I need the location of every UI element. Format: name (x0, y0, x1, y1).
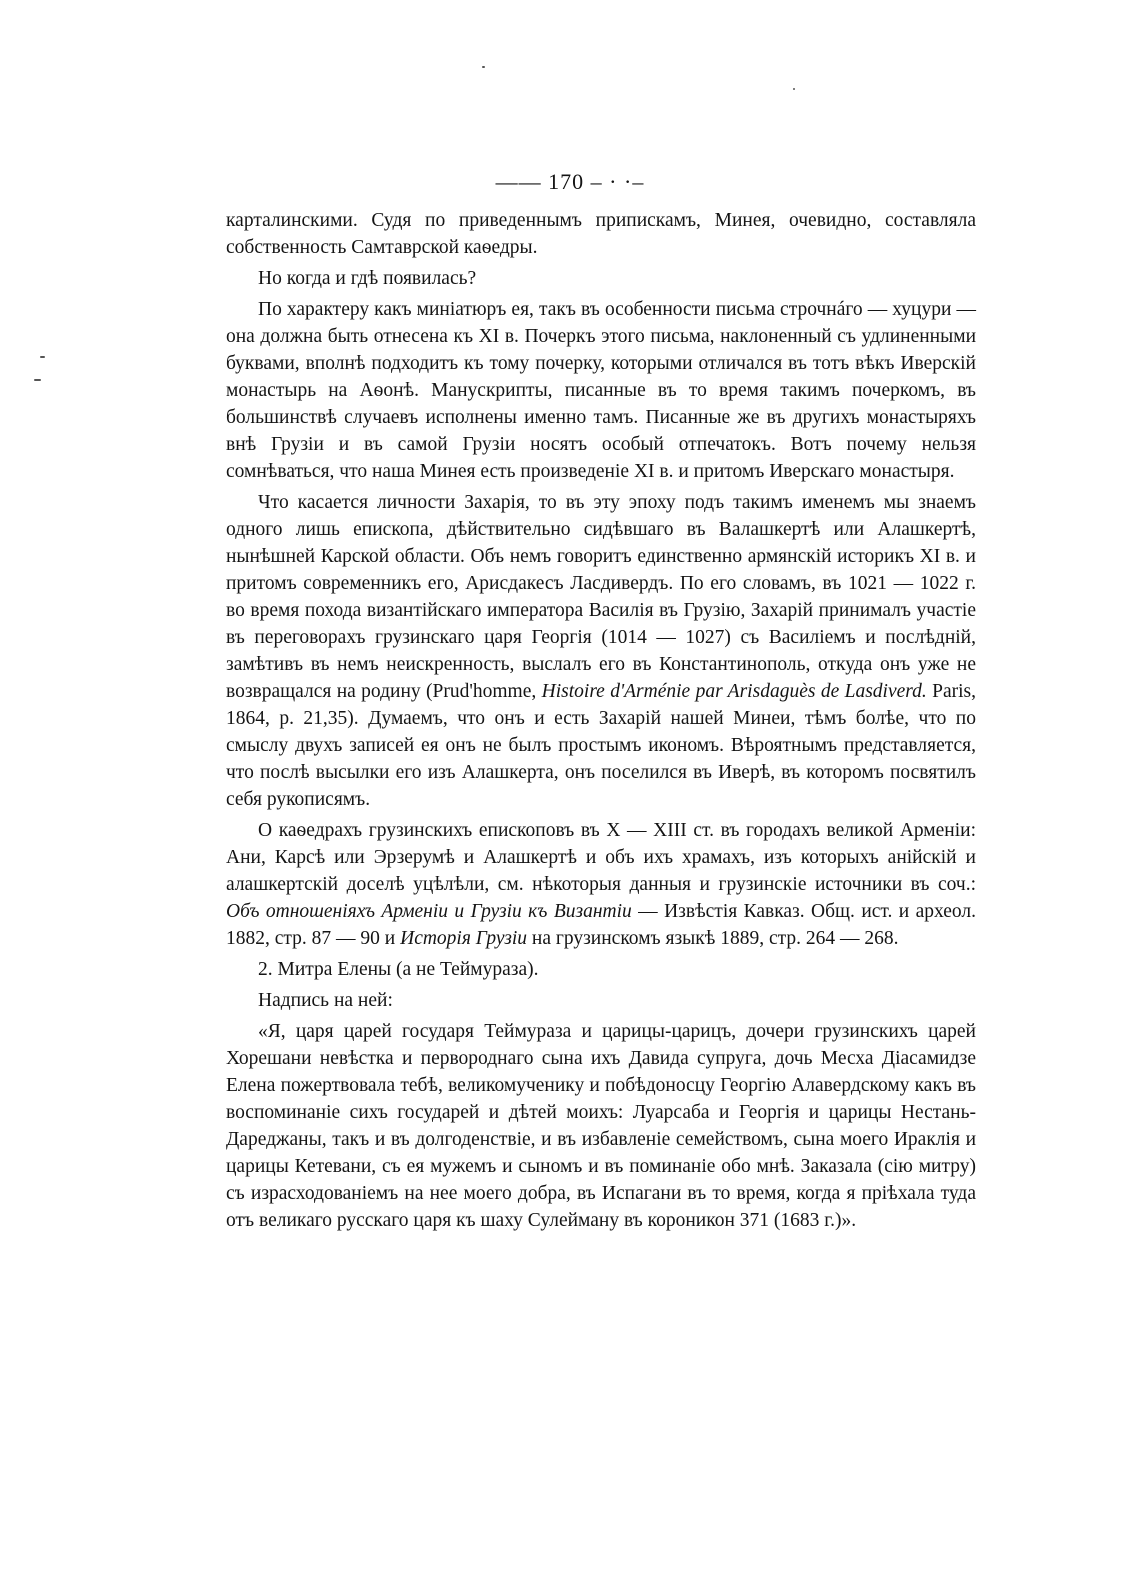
paragraph: карталинскими. Судя по приведеннымъ припискамъ, Минея, очевидно, составляла собственность Самтаврской каѳедры. (226, 210, 976, 258)
scan-speck (40, 356, 45, 358)
page-number: —— 170 – · ·– (495, 169, 645, 194)
cited-title: Histoire d'Arménie par Arisdaguès de Lasdiverd. (541, 681, 927, 702)
paragraph-text: О каѳедрахъ грузинскихъ епископовъ въ X — XIII ст. въ городахъ великой Арменіи: Ани, Карсѣ или Эрзерумѣ и Алашкертѣ и объ ихъ храмахъ, изъ которыхъ анійскій и алашкертскій доселѣ уцѣлѣли, см. нѣкоторыя данныя и грузинскіе источники въ соч.: (226, 820, 976, 895)
scan-speck (34, 379, 41, 381)
paragraph: Надпись на ней: (258, 990, 393, 1011)
paragraph: «Я, царя царей государя Теймураза и царицы-царицъ, дочери грузинскихъ царей Хорешани невѣстка и первороднаго сына ихъ Давида супруга, дочь Месха Діасамидзе Елена пожертвовала тебѣ, великомученику и побѣдоносцу Георгію Алавердскому какъ въ воспоминаніе сихъ государей и дѣтей моихъ: Луарсаба и Георгія и царицы Нестань-Дареджаны, такъ и въ долгоденствіе, и въ избавленіе семействомъ, сына моего Ираклія и царицы Кетевани, съ ея мужемъ и сыномъ и въ поминаніе обо мнѣ. Заказала (сію митру) съ израсходованіемъ на нее моего добра, въ Испагани въ то время, когда я пріѣхала туда отъ великаго русскаго царя къ шаху Сулейману въ короникон 371 (1683 г.)». (226, 1021, 976, 1231)
paragraph: 2. Митра Елены (а не Теймураза). (258, 959, 539, 980)
paragraph-text: — Извѣстія Кавказ. Общ. ист. и археол. 1882, стр. 87 — 90 и (226, 901, 976, 949)
cited-title: Объ отношеніяхъ Арменіи и Грузіи къ Византіи (226, 901, 632, 922)
scan-speck (482, 66, 485, 68)
paragraph (226, 489, 976, 813)
paragraph-text: Paris, 1864, p. 21,35). Думаемъ, что онъ и есть Захарій нашей Минеи, тѣмъ болѣе, что по смыслу двухъ записей ея онъ не былъ простымъ икономъ. Вѣроятнымъ представляется, что послѣ высылки его изъ Алашкерта, онъ поселился въ Иверѣ, въ которомъ посвятилъ себя рукописямъ. (226, 681, 977, 810)
scan-speck (793, 88, 795, 90)
paragraph-text: на грузинскомъ языкѣ 1889, стр. 264 — 268. (527, 928, 899, 949)
paragraph: По характеру какъ миніатюръ ея, такъ въ особенности письма строчнáго — хуцури — она должна быть отнесена къ XI в. Почеркъ этого письма, наклоненный съ удлиненными буквами, вполнѣ подходитъ къ тому почерку, которыми отличался въ тотъ вѣкъ Иверскій монастырь на Аѳонѣ. Манускрипты, писанные въ то время такимъ почеркомъ, въ большинствѣ случаевъ исполнены именно тамъ. Писанные же въ другихъ монастыряхъ внѣ Грузіи и въ самой Грузіи носятъ особый отпечатокъ. Вотъ почему нельзя сомнѣваться, что наша Минея есть произведеніе XI в. и притомъ Иверскаго монастыря. (226, 299, 976, 482)
main-text (226, 207, 976, 1238)
cited-title: Исторія Грузіи (400, 928, 528, 949)
paragraph: Но когда и гдѣ появилась? (258, 268, 477, 289)
paragraph-text: Что касается личности Захарія, то въ эту эпоху подъ такимъ именемъ мы знаемъ одного лишь епископа, дѣйствительно сидѣвшаго въ Валашкертѣ или Алашкертѣ, нынѣшней Карской области. Объ немъ говоритъ единственно армянскій историкъ XI в. и притомъ современникъ его, Арисдакесъ Ласдивердъ. По его словамъ, въ 1021 — 1022 г. во время похода византійскаго императора Василія въ Грузію, Захарій принималъ участіе въ переговорахъ грузинскаго царя Георгія (1014 — 1027) съ Василіемъ и послѣдній, замѣтивъ въ немъ неискренность, выслалъ его въ Константинополь, откуда онъ уже не возвращался на родину (Prud'homme, (226, 492, 976, 702)
paragraph (226, 817, 976, 952)
